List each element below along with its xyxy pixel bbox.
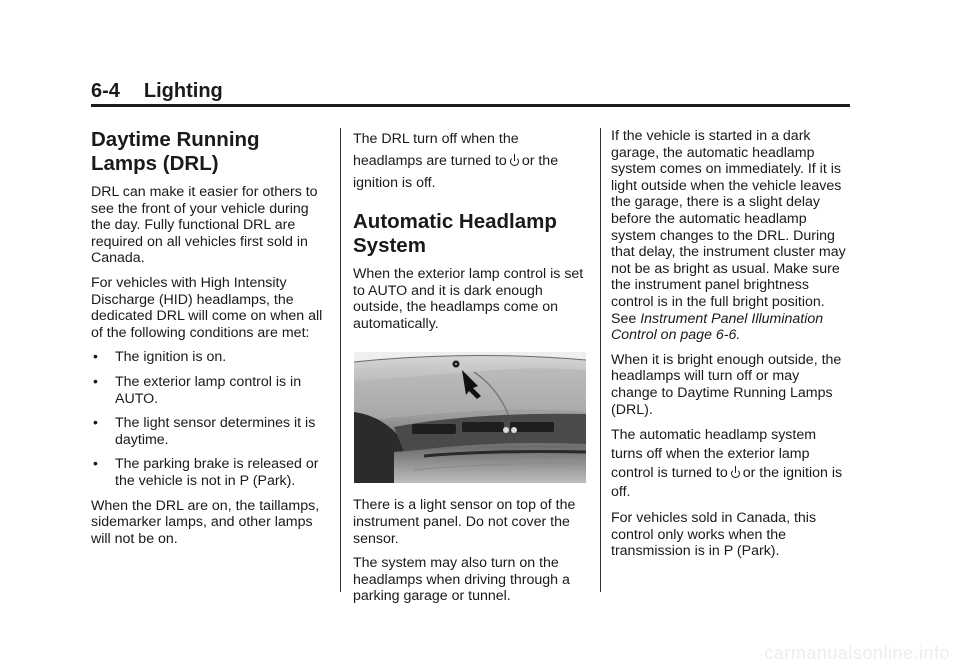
list-item: • The ignition is on. [91, 349, 331, 366]
paragraph: If the vehicle is started in a dark garage, the automatic headlamp system comes on immediately. If it is light outside when the vehicle leaves the garage, there is a slight delay before the automatic headlamp system changes to the DRL. During that delay, the instrument cluster may not be as bright as usual. Make sure the instrument panel brightness control is in the full bright position. See Instrument Panel Illumination Control on page 6-6. [611, 128, 846, 344]
list-item: • The exterior lamp control is in AUTO. [91, 374, 331, 407]
power-off-icon [731, 467, 740, 478]
header-rule [91, 104, 850, 107]
column-1 [91, 128, 331, 555]
list-item: • The light sensor determines it is daytime. [91, 415, 331, 448]
paragraph: The system may also turn on the headlamps when driving through a parking garage or tunnel. [353, 555, 570, 605]
drl-heading: Daytime Running Lamps (DRL) [91, 128, 260, 175]
paragraph: There is a light sensor on top of the instrument panel. Do not cover the sensor. [353, 497, 576, 547]
cross-reference-link[interactable]: Instrument Panel Illumination Control on page 6-6. [611, 310, 824, 344]
paragraph: The automatic headlamp system turns off when the exterior lamp control is turned to or the ignition is off. [611, 427, 843, 501]
page-number: 6-4 [91, 80, 120, 102]
section-title: Lighting [143, 80, 223, 102]
paragraph: DRL can make it easier for others to see the front of your vehicle during the day. Fully functional DRL are required on all vehicles first sold in Canada. [91, 184, 318, 267]
paragraph: When the DRL are on, the taillamps, sidemarker lamps, and other lamps will not be on. [91, 497, 320, 547]
paragraph: The DRL turn off when the headlamps are turned to or the ignition is off. [353, 131, 559, 191]
instrument-panel-photo [354, 352, 586, 483]
page-header [91, 80, 851, 103]
power-off-icon [510, 155, 519, 166]
column-divider [600, 128, 601, 592]
watermark: carmanualsonline.info [764, 643, 950, 663]
paragraph: For vehicles sold in Canada, this control only works when the transmission is in P (Park). [611, 510, 817, 560]
auto-headlamp-heading: Automatic Headlamp System [353, 210, 557, 257]
paragraph: When the exterior lamp control is set to AUTO and it is dark enough outside, the headlamps come on automatically. [353, 266, 584, 332]
paragraph: When it is bright enough outside, the headlamps will turn off or may change to Daytime Running Lamps (DRL). [611, 351, 842, 418]
paragraph: For vehicles with High Intensity Discharge (HID) headlamps, the dedicated DRL will come on when all of the following conditions are met: [91, 274, 323, 341]
column-divider [340, 128, 341, 592]
column-3 [611, 128, 849, 568]
condition-list [91, 349, 331, 489]
column-2 [353, 128, 588, 613]
list-item: • The parking brake is released or the vehicle is not in P (Park). [91, 456, 331, 489]
